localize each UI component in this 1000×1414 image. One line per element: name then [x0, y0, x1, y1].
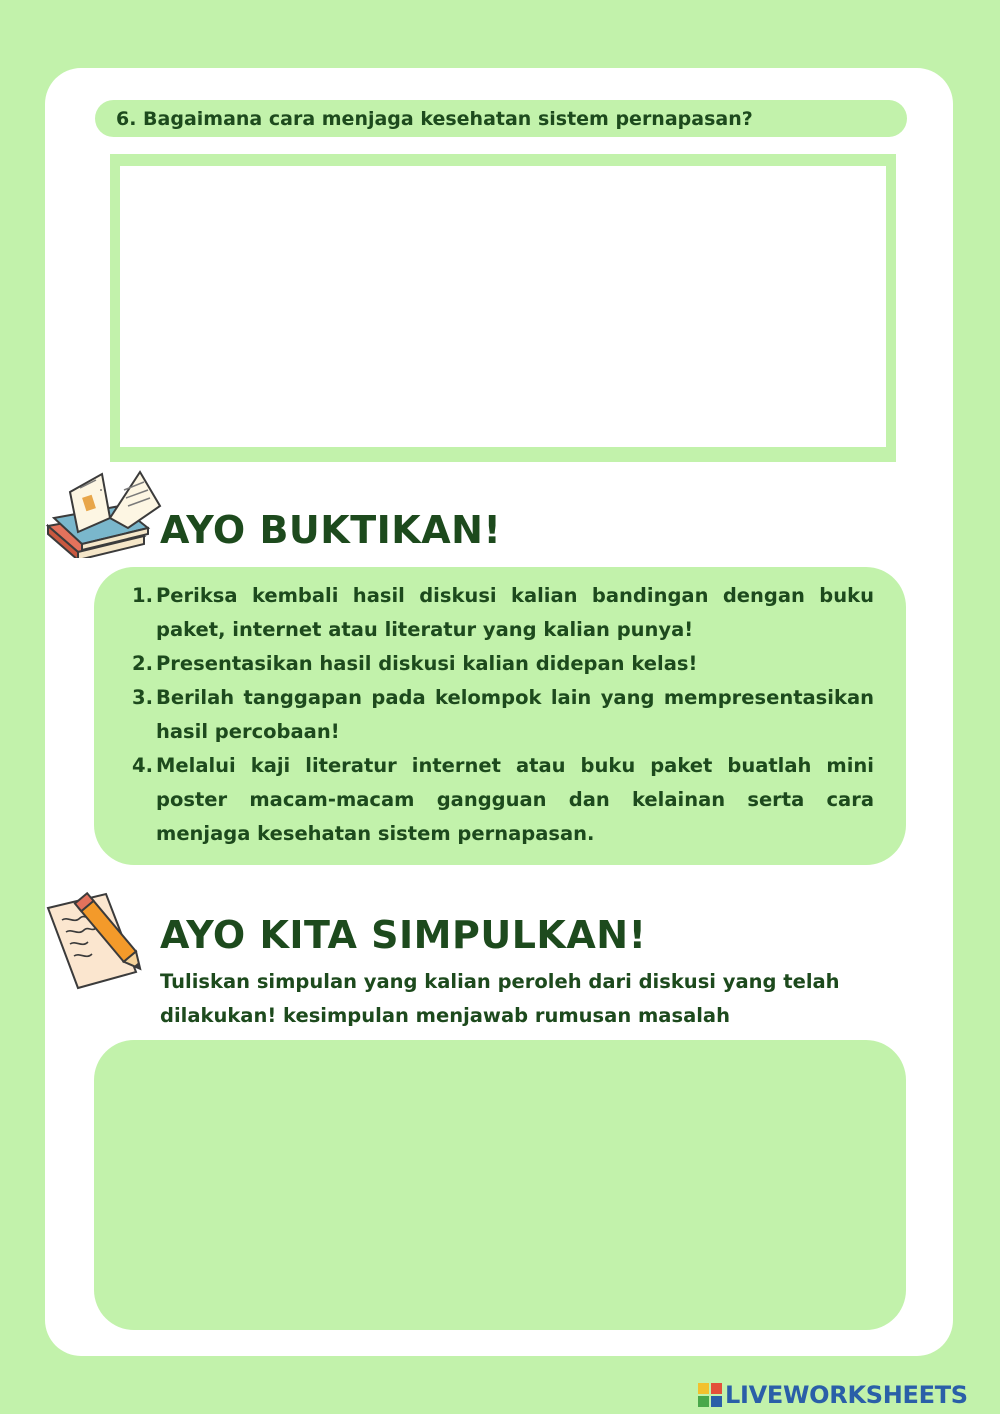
answer-text-area[interactable]	[120, 166, 886, 447]
paper-pencil-icon	[44, 880, 154, 992]
list-item	[132, 681, 874, 749]
liveworksheets-logo-icon	[697, 1382, 723, 1408]
section-heading-buktikan: AYO BUKTIKAN!	[160, 508, 502, 552]
list-item	[132, 579, 874, 647]
step-number: 4.	[132, 754, 153, 777]
list-item	[132, 647, 874, 681]
step-text: Berilah tanggapan pada kelompok lain yang mempresentasikan hasil percobaan!	[156, 686, 874, 743]
step-number: 2.	[132, 652, 153, 675]
books-icon	[44, 466, 164, 558]
liveworksheets-watermark	[697, 1380, 968, 1410]
section-heading-simpulkan: AYO KITA SIMPULKAN!	[160, 913, 647, 957]
conclusion-instruction: Tuliskan simpulan yang kalian peroleh dari diskusi yang telah dilakukan! kesimpulan menjawab rumusan masalah	[160, 970, 840, 1027]
watermark-text: LIVEWORKSHEETS	[725, 1381, 968, 1409]
question-text: 6. Bagaimana cara menjaga kesehatan sistem pernapasan?	[116, 107, 753, 130]
step-number: 3.	[132, 686, 153, 709]
answer-box-frame	[110, 154, 896, 462]
step-text: Melalui kaji literatur internet atau buku paket buatlah mini poster macam-macam gangguan dan kelainan serta cara menjaga kesehatan sistem pernapasan.	[156, 754, 874, 845]
conclusion-answer-area[interactable]	[94, 1040, 906, 1330]
list-item	[132, 749, 874, 851]
step-number: 1.	[132, 584, 153, 607]
step-text: Periksa kembali hasil diskusi kalian bandingan dengan buku paket, internet atau literatur yang kalian punya!	[156, 584, 874, 641]
question-label	[95, 100, 907, 137]
step-text: Presentasikan hasil diskusi kalian didepan kelas!	[156, 652, 698, 675]
steps-list	[132, 579, 874, 851]
